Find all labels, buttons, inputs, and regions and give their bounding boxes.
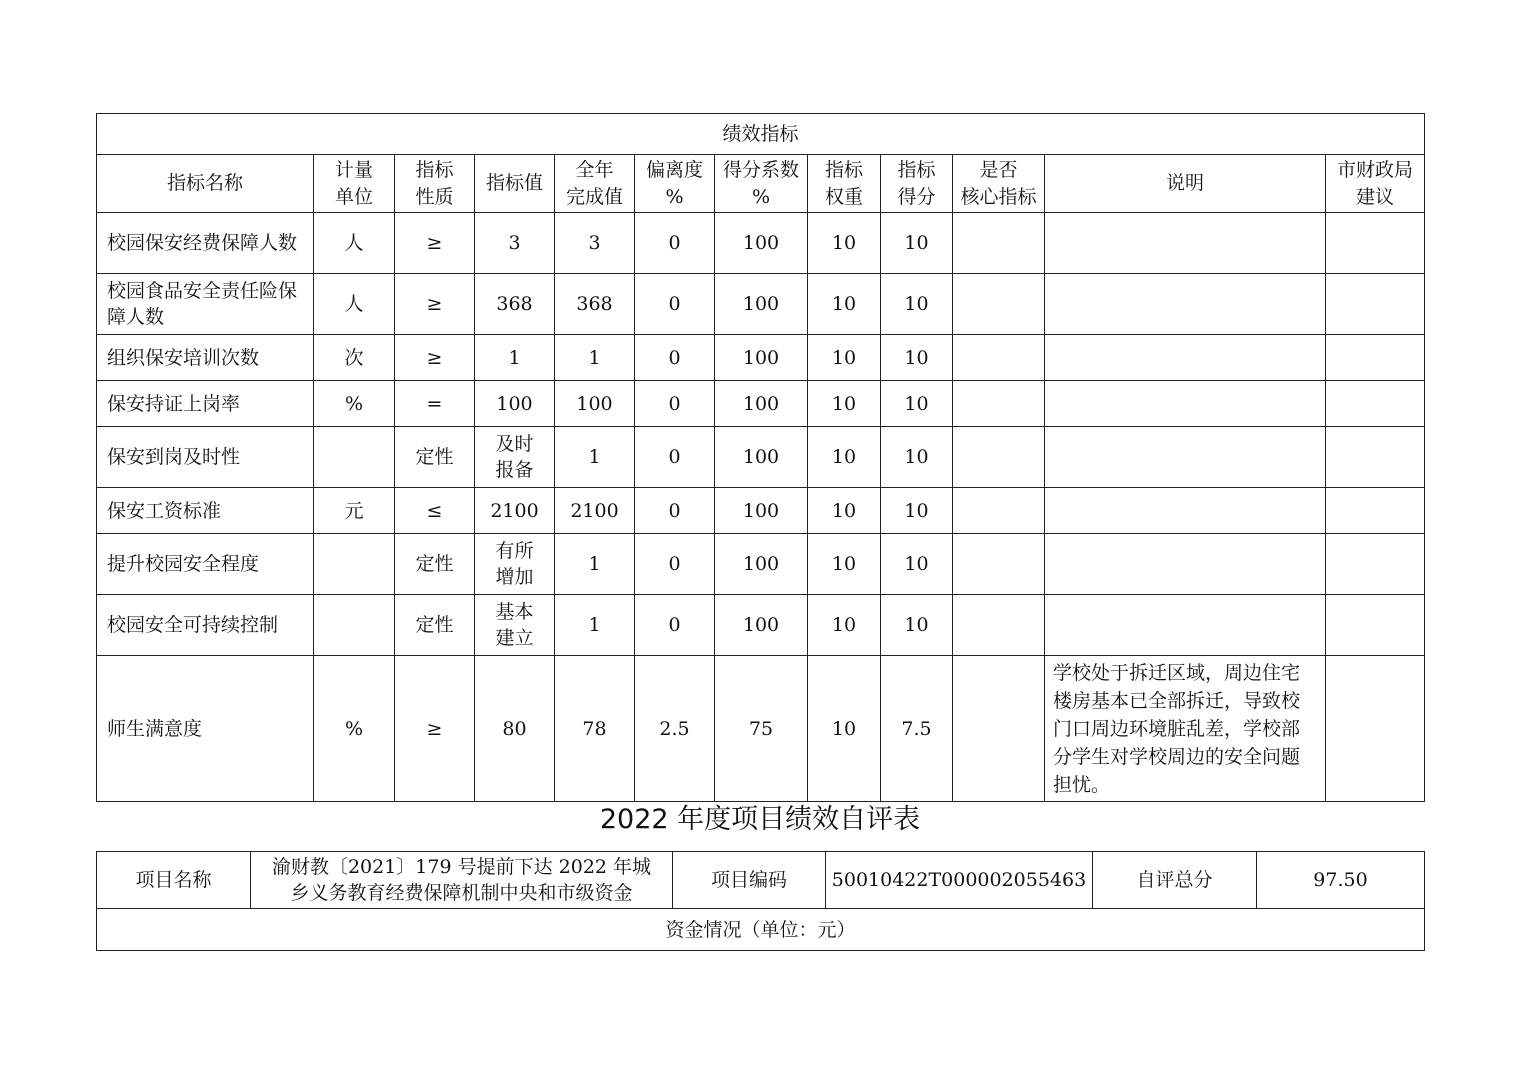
description-cell [1045,274,1326,335]
deviation-cell: 0 [635,488,715,534]
indicator-name: 提升校园安全程度 [97,534,314,595]
value-cell: 2100 [475,488,555,534]
value-cell: 及时 报备 [475,427,555,488]
value-cell: 100 [475,381,555,427]
deviation-cell: 0 [635,335,715,381]
unit-cell: 人 [314,274,395,335]
coefficient-cell: 75 [715,656,808,802]
weight-cell: 10 [808,335,881,381]
header-score-coefficient: 得分系数 % [715,155,808,213]
header-indicator-value: 指标值 [475,155,555,213]
suggestion-cell [1326,427,1425,488]
funds-section-header: 资金情况（单位：元） [97,909,1425,951]
score-cell: 10 [881,274,953,335]
header-nature: 指标 性质 [395,155,475,213]
nature-cell: ≥ [395,213,475,274]
coefficient-cell: 100 [715,427,808,488]
score-cell: 10 [881,534,953,595]
suggestion-cell [1326,274,1425,335]
weight-cell: 10 [808,656,881,802]
value-cell: 有所 增加 [475,534,555,595]
unit-cell: % [314,656,395,802]
core-cell [953,595,1045,656]
table-row [97,381,1425,427]
completed-cell: 3 [555,213,635,274]
weight-cell: 10 [808,381,881,427]
indicator-name: 师生满意度 [97,656,314,802]
table-row [97,213,1425,274]
indicator-name: 校园保安经费保障人数 [97,213,314,274]
header-indicator-name: 指标名称 [97,155,314,213]
project-name-label: 项目名称 [97,852,251,909]
table-row [97,656,1425,802]
core-cell [953,427,1045,488]
table-row [97,534,1425,595]
suggestion-cell [1326,656,1425,802]
nature-cell: ≥ [395,335,475,381]
project-code-value: 50010422T000002055463 [826,852,1093,909]
score-cell: 7.5 [881,656,953,802]
coefficient-cell: 100 [715,335,808,381]
project-name-value: 渝财教〔2021〕179 号提前下达 2022 年城乡义务教育经费保障机制中央和市级资金 [251,852,673,909]
core-cell [953,213,1045,274]
header-unit: 计量 单位 [314,155,395,213]
value-cell: 80 [475,656,555,802]
completed-cell: 78 [555,656,635,802]
core-cell [953,534,1045,595]
header-score: 指标 得分 [881,155,953,213]
table-row [97,595,1425,656]
unit-cell: 元 [314,488,395,534]
unit-cell [314,427,395,488]
core-cell [953,488,1045,534]
table-row [97,335,1425,381]
deviation-cell: 0 [635,274,715,335]
unit-cell [314,595,395,656]
performance-indicator-table [96,113,1425,802]
value-cell: 3 [475,213,555,274]
suggestion-cell [1326,213,1425,274]
header-core-indicator: 是否 核心指标 [953,155,1045,213]
core-cell [953,656,1045,802]
description-cell [1045,213,1326,274]
weight-cell: 10 [808,213,881,274]
completed-cell: 1 [555,534,635,595]
nature-cell: 定性 [395,427,475,488]
indicator-name: 保安到岗及时性 [97,427,314,488]
completed-cell: 2100 [555,488,635,534]
completed-cell: 100 [555,381,635,427]
description-cell [1045,488,1326,534]
score-cell: 10 [881,213,953,274]
deviation-cell: 2.5 [635,656,715,802]
deviation-cell: 0 [635,595,715,656]
coefficient-cell: 100 [715,488,808,534]
indicator-name: 保安工资标准 [97,488,314,534]
project-code-label: 项目编码 [673,852,826,909]
description-cell [1045,427,1326,488]
deviation-cell: 0 [635,213,715,274]
table-row [97,274,1425,335]
core-cell [953,335,1045,381]
weight-cell: 10 [808,488,881,534]
header-description: 说明 [1045,155,1326,213]
suggestion-cell [1326,488,1425,534]
deviation-cell: 0 [635,427,715,488]
value-cell: 1 [475,335,555,381]
unit-cell: 次 [314,335,395,381]
core-cell [953,381,1045,427]
performance-table-title: 绩效指标 [97,114,1425,155]
coefficient-cell: 100 [715,213,808,274]
header-annual-completed: 全年 完成值 [555,155,635,213]
coefficient-cell: 100 [715,274,808,335]
page-title: 2022 年度项目绩效自评表 [599,804,921,835]
description-cell [1045,595,1326,656]
core-cell [953,274,1045,335]
coefficient-cell: 100 [715,595,808,656]
nature-cell: ≥ [395,656,475,802]
weight-cell: 10 [808,274,881,335]
weight-cell: 10 [808,427,881,488]
score-cell: 10 [881,595,953,656]
project-summary-table [96,851,1425,951]
description-cell [1045,381,1326,427]
score-cell: 10 [881,427,953,488]
suggestion-cell [1326,335,1425,381]
deviation-cell: 0 [635,534,715,595]
header-deviation: 偏离度 % [635,155,715,213]
header-finance-suggestion: 市财政局 建议 [1326,155,1425,213]
indicator-name: 校园安全可持续控制 [97,595,314,656]
score-cell: 10 [881,381,953,427]
header-weight: 指标 权重 [808,155,881,213]
self-score-label: 自评总分 [1093,852,1257,909]
weight-cell: 10 [808,595,881,656]
score-cell: 10 [881,335,953,381]
table-row [97,488,1425,534]
description-cell [1045,534,1326,595]
nature-cell: ≥ [395,274,475,335]
completed-cell: 1 [555,595,635,656]
value-cell: 基本 建立 [475,595,555,656]
score-cell: 10 [881,488,953,534]
nature-cell: ≤ [395,488,475,534]
nature-cell: = [395,381,475,427]
unit-cell [314,534,395,595]
suggestion-cell [1326,381,1425,427]
table-row [97,427,1425,488]
suggestion-cell [1326,534,1425,595]
unit-cell: 人 [314,213,395,274]
deviation-cell: 0 [635,381,715,427]
description-cell: 学校处于拆迁区域，周边住宅楼房基本已全部拆迁，导致校门口周边环境脏乱差，学校部分学生对学校周边的安全问题担忧。 [1045,656,1326,802]
self-score-value: 97.50 [1257,852,1425,909]
indicator-name: 组织保安培训次数 [97,335,314,381]
completed-cell: 1 [555,427,635,488]
description-cell [1045,335,1326,381]
completed-cell: 1 [555,335,635,381]
nature-cell: 定性 [395,534,475,595]
weight-cell: 10 [808,534,881,595]
indicator-name: 保安持证上岗率 [97,381,314,427]
coefficient-cell: 100 [715,534,808,595]
nature-cell: 定性 [395,595,475,656]
indicator-name: 校园食品安全责任险保障人数 [97,274,314,335]
value-cell: 368 [475,274,555,335]
suggestion-cell [1326,595,1425,656]
coefficient-cell: 100 [715,381,808,427]
completed-cell: 368 [555,274,635,335]
unit-cell: % [314,381,395,427]
